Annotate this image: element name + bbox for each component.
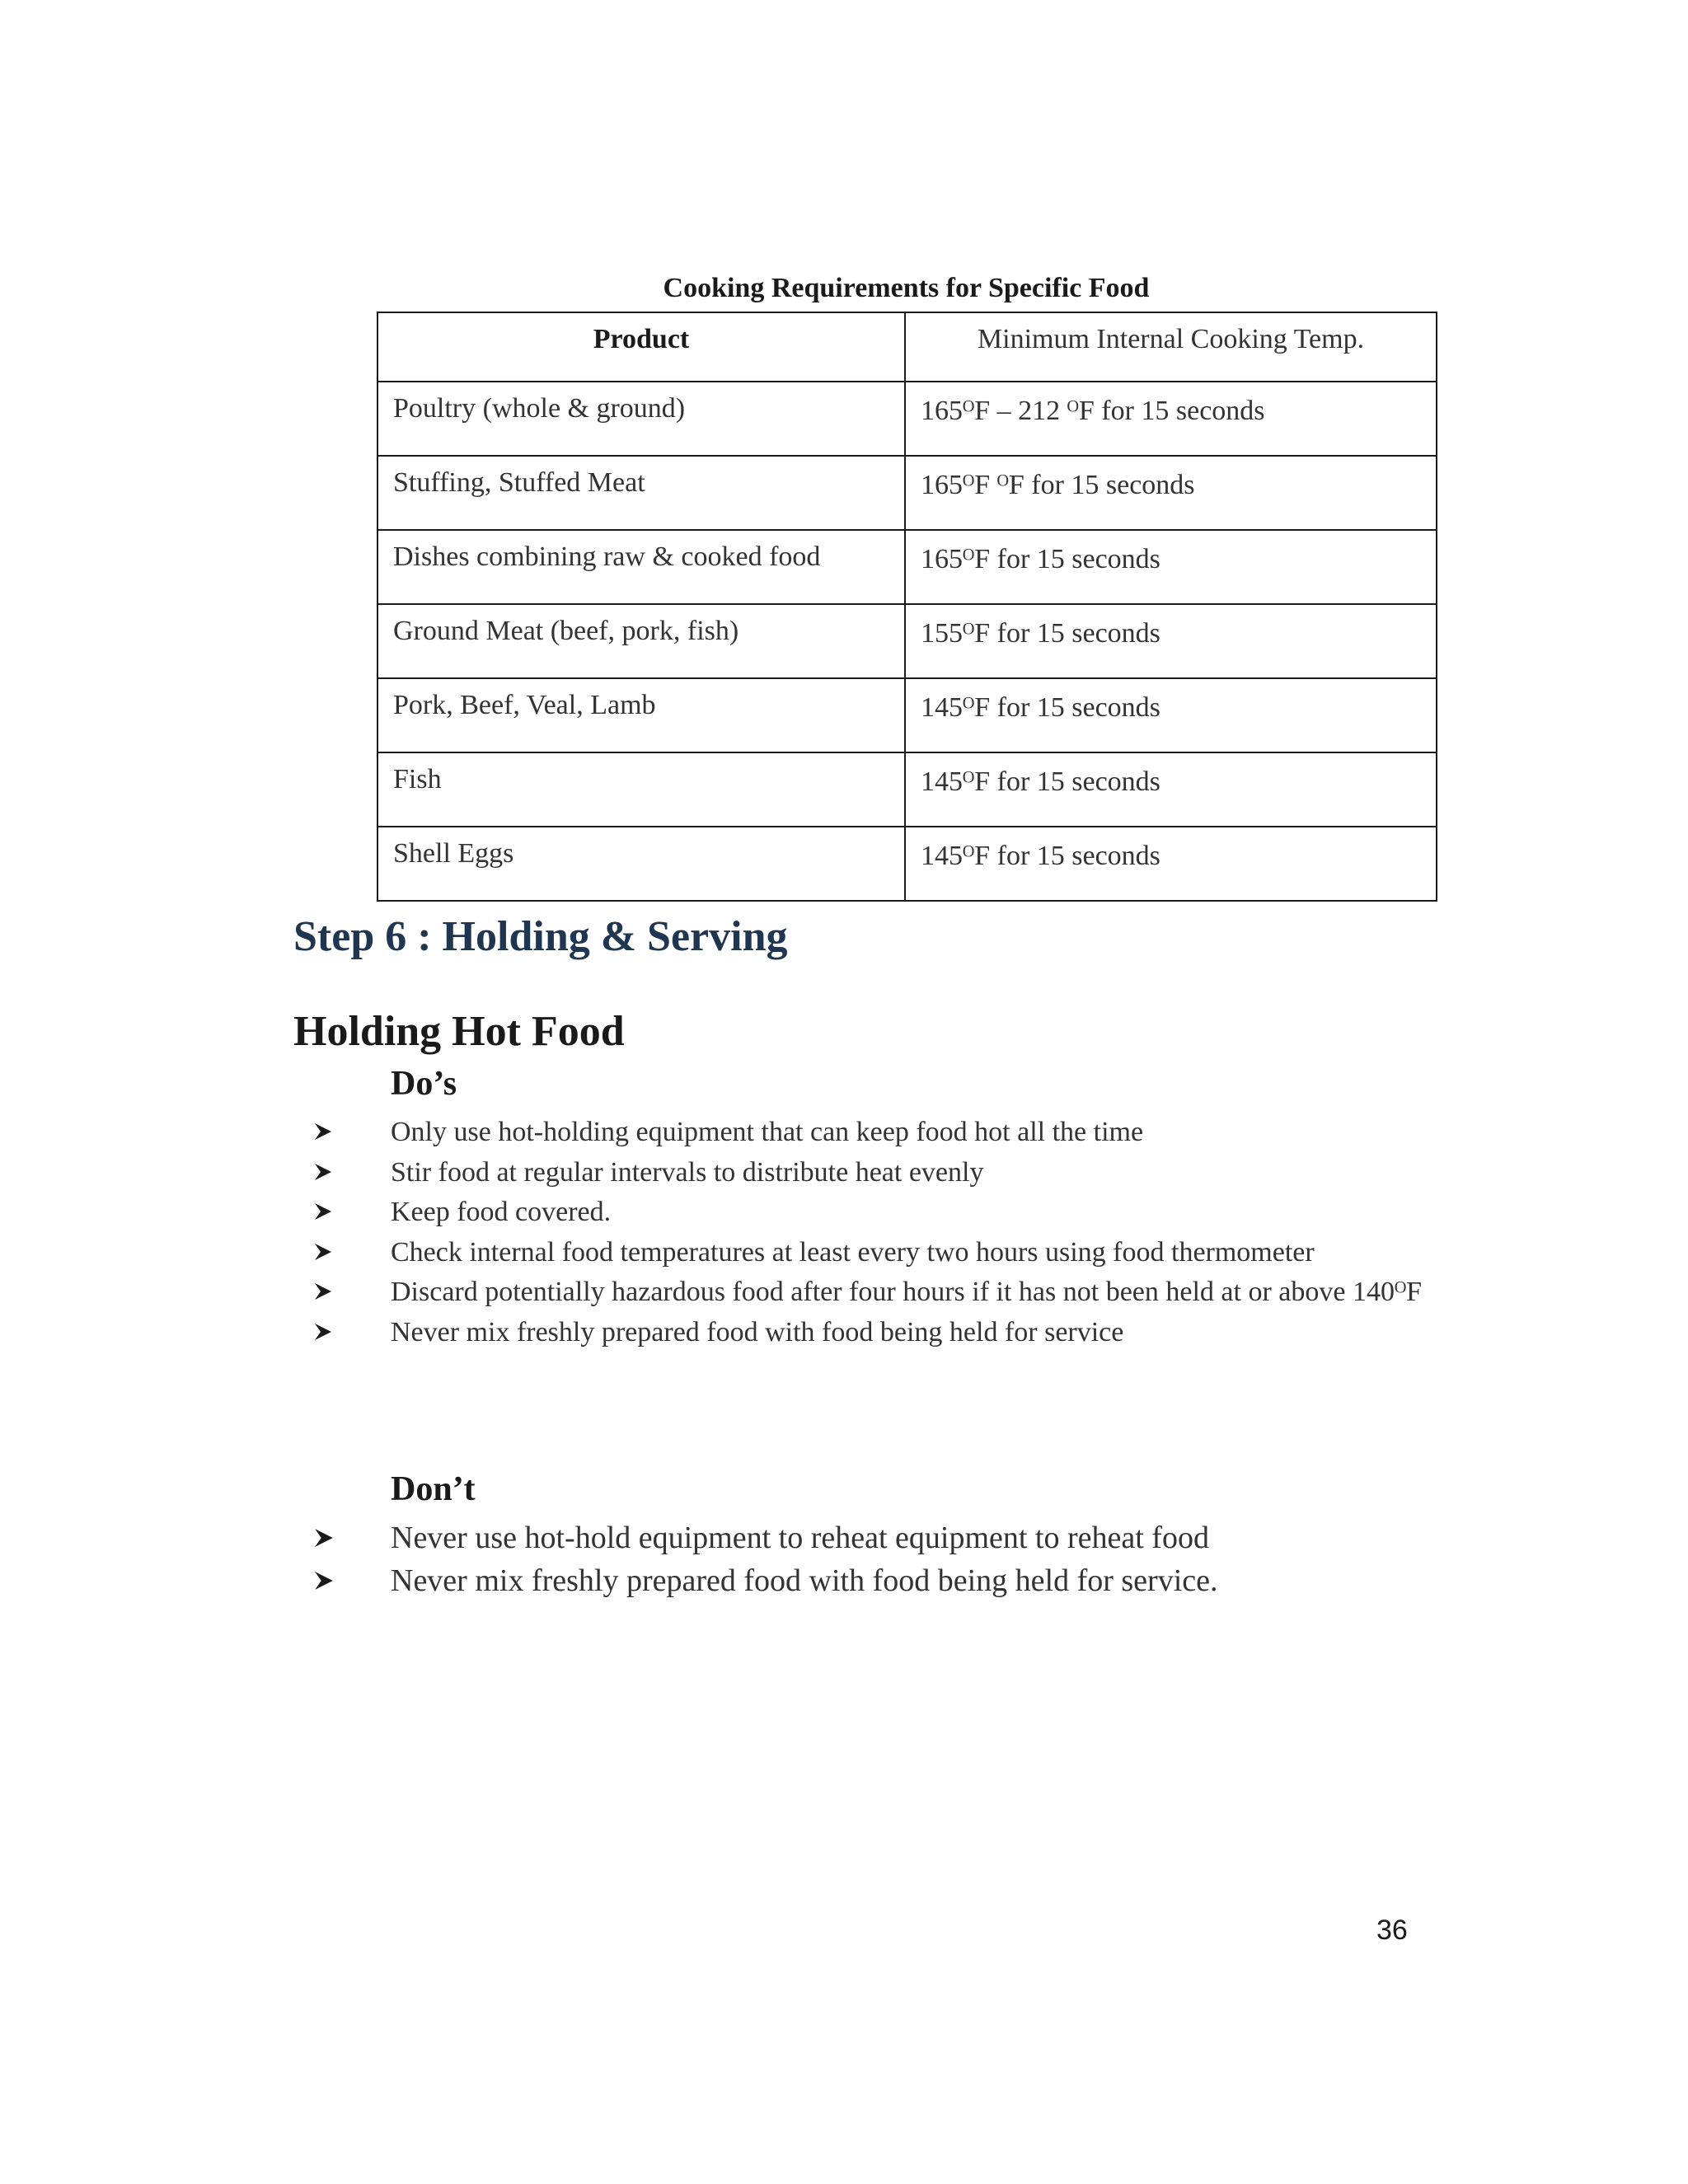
cell-temp: 165ᴼF for 15 seconds — [905, 530, 1437, 604]
cell-product: Fish — [377, 752, 905, 827]
list-item-text: Check internal food temperatures at least every two hours using food thermometer — [391, 1236, 1315, 1268]
list-item — [313, 1516, 1528, 1559]
list-item-text: Stir food at regular intervals to distribute heat evenly — [391, 1156, 984, 1188]
list-item — [313, 1113, 1528, 1153]
donts-list — [313, 1516, 1528, 1602]
list-item-text: Never mix freshly prepared food with food being held for service — [391, 1316, 1124, 1347]
list-item — [313, 1193, 1528, 1233]
cooking-requirements-table — [377, 312, 1437, 902]
table-row — [377, 827, 1437, 901]
section-heading: Holding Hot Food — [293, 1008, 625, 1055]
cell-product: Dishes combining raw & cooked food — [377, 530, 905, 604]
arrowhead-bullet-icon — [313, 1527, 346, 1549]
step-heading: Step 6 : Holding & Serving — [293, 913, 788, 960]
list-item-text: Never use hot-hold equipment to reheat equipment to reheat food — [391, 1521, 1209, 1555]
cell-temp: 165ᴼF ᴼF for 15 seconds — [905, 456, 1437, 530]
list-item-text: Only use hot-holding equipment that can keep food hot all the time — [391, 1117, 1144, 1147]
dos-list — [313, 1113, 1528, 1352]
table-caption: Cooking Requirements for Specific Food — [663, 273, 1150, 303]
arrowhead-bullet-icon — [313, 1122, 346, 1141]
arrowhead-bullet-icon — [313, 1282, 346, 1301]
page-number: 36 — [1376, 1915, 1408, 1946]
cell-temp: 145ᴼF for 15 seconds — [905, 827, 1437, 901]
cell-product: Stuffing, Stuffed Meat — [377, 456, 905, 530]
cell-product: Shell Eggs — [377, 827, 905, 901]
cell-product: Poultry (whole & ground) — [377, 382, 905, 456]
list-item-text: Never mix freshly prepared food with food being held for service. — [391, 1563, 1218, 1598]
table-header-row — [377, 312, 1437, 382]
cell-temp: 155ᴼF for 15 seconds — [905, 604, 1437, 678]
arrowhead-bullet-icon — [313, 1162, 346, 1182]
list-item — [313, 1313, 1528, 1353]
cell-temp: 165ᴼF – 212 ᴼF for 15 seconds — [905, 382, 1437, 456]
arrowhead-bullet-icon — [313, 1322, 346, 1342]
cell-product: Pork, Beef, Veal, Lamb — [377, 678, 905, 752]
donts-heading: Don’t — [391, 1470, 476, 1508]
table-row — [377, 382, 1437, 456]
arrowhead-bullet-icon — [313, 1202, 346, 1221]
cell-temp: 145ᴼF for 15 seconds — [905, 752, 1437, 827]
list-item — [313, 1233, 1528, 1273]
header-temp: Minimum Internal Cooking Temp. — [905, 312, 1437, 382]
table-row — [377, 456, 1437, 530]
list-item — [313, 1559, 1528, 1602]
arrowhead-bullet-icon — [313, 1570, 346, 1591]
table-row — [377, 530, 1437, 604]
list-item — [313, 1272, 1528, 1313]
cell-temp: 145ᴼF for 15 seconds — [905, 678, 1437, 752]
list-item-text: Keep food covered. — [391, 1197, 612, 1227]
cell-product: Ground Meat (beef, pork, fish) — [377, 604, 905, 678]
dos-heading: Do’s — [391, 1065, 457, 1103]
table-row — [377, 604, 1437, 678]
table-row — [377, 678, 1437, 752]
header-product: Product — [377, 312, 905, 382]
arrowhead-bullet-icon — [313, 1242, 346, 1262]
list-item-text: Discard potentially hazardous food after four hours if it has not been held at or above 140ᴼF — [391, 1277, 1423, 1307]
table-row — [377, 752, 1437, 827]
list-item — [313, 1153, 1528, 1193]
